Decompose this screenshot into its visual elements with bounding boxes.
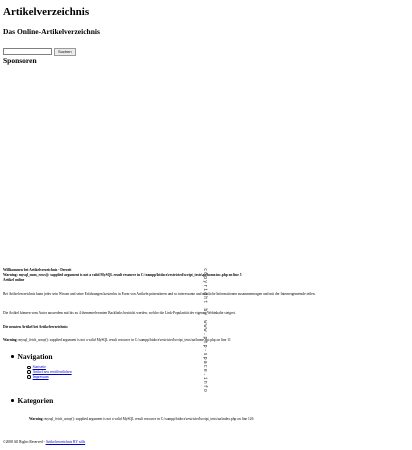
navigation-heading: Navigation	[3, 352, 407, 361]
mysql-warning-1: Warning: mysql_num_rows(): supplied argument is not a valid MySQL result resource in C:\xampp\htdocs\restricted\script_tests\aa\home.inc.php on line 5	[3, 273, 242, 277]
circle-bullet-icon	[27, 375, 31, 379]
categories-heading: Kategorien	[3, 396, 407, 405]
articles-online: Artikel online	[3, 278, 25, 282]
intro-paragraph: Bei Artikelverzeichnis kann jeder sein Wissen und seine Erfahrungen kostenlos in Form von Artikeln präsentieren und so interessante und nützliche Informationen zusammentragen und mit der Internetgemeinde teilen.	[3, 292, 316, 296]
mysql-warning-2: Warning: mysql_fetch_array(): supplied argument is not a valid MySQL result resource in C:\xampp\htdocs\restricted\script_tests\aa\home.inc.php on line 11	[3, 338, 231, 342]
newest-articles-heading: Die neusten Artikel bei Artikelverzeichnis:	[3, 325, 69, 329]
site-title: Artikelverzeichnis	[3, 6, 90, 18]
sponsors-heading: Sponsoren	[3, 56, 37, 65]
circle-bullet-icon	[27, 370, 31, 374]
footer	[3, 440, 407, 444]
copyright-text: ©2008 All Rights Reserved -	[3, 440, 45, 444]
nav-item-impressum[interactable]: Impressum	[3, 375, 407, 380]
site-subtitle: Das Online-Artikelverzeichnis	[3, 27, 100, 36]
nav-item-publish[interactable]: Artikel neu veröffentlichen	[3, 370, 407, 375]
welcome-text: Willkommen bei Artikelverzeichnis - Derzeit	[3, 268, 72, 272]
backlinks-paragraph: Die Artikel können vom Autor ausserdem mit bis zu 4 themenrelevanten Backlinks bestückt werden, welche die Link-Popularität der eigenen Webinhalte steigert.	[3, 311, 236, 315]
bullet-icon	[11, 399, 14, 402]
search-form	[3, 47, 76, 56]
footer-link[interactable]: Artikelverzeichnis BY nilfs	[45, 440, 86, 444]
nav-item-startseite[interactable]: Startseite	[3, 365, 407, 370]
mysql-warning-3: Warning: mysql_fetch_array(): supplied argument is not a valid MySQL result resource in C:\xampp\htdocs\restricted\script_tests\aa\index.php on line 126	[29, 417, 254, 421]
search-input[interactable]	[3, 48, 52, 55]
search-button[interactable]: Suchen	[54, 48, 76, 56]
copyright-watermark: copyright by www.php-space.info	[202, 268, 208, 393]
circle-bullet-icon	[27, 366, 31, 370]
bullet-icon	[11, 355, 14, 358]
